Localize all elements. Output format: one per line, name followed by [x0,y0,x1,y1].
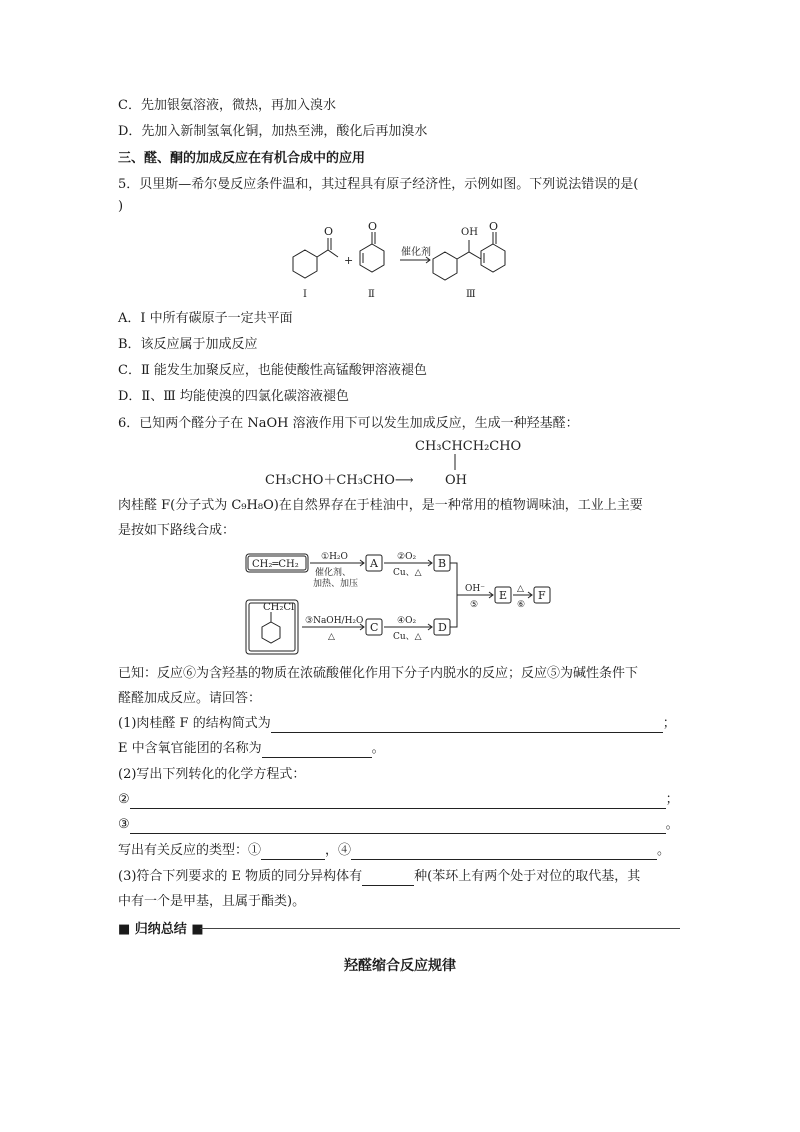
route-r2-top: ②O₂ [397,552,417,562]
option-d-prev: D．先加入新制氢氧化铜，加热至沸，酸化后再加溴水 [118,124,428,139]
route-r5-top: OH⁻ [465,584,485,594]
route-r4-bot: Cu、△ [393,632,422,642]
q6-stem: 6．已知两个醛分子在 NaOH 溶液作用下可以发生加成反应，生成一种羟基醛： [118,416,579,431]
route-e: E [499,589,508,602]
answer-blank-isomers[interactable] [362,871,414,886]
q5-option-d: D．Ⅱ、Ⅲ 均能使溴的四氯化碳溶液褪色 [118,389,349,404]
answer-blank-eq3[interactable] [130,819,666,834]
sub3a-end: 种(苯环上有两个处于对位的取代基，其 [414,869,641,884]
answer-blank-type4[interactable] [351,845,657,860]
route-ethylene: CH₂═CH₂ [252,559,299,570]
route-r6-bot: ⑥ [517,600,526,610]
route-r2-bot: Cu、△ [393,568,422,578]
known-2: 醛醛加成反应。请回答： [118,691,262,706]
sub3a-text: (3)符合下列要求的 E 物质的同分异构体有 [118,869,363,884]
types-text: 写出有关反应的类型：① [118,843,262,858]
q6-intro-2: 是按如下路线合成： [118,523,236,538]
route-r4-top: ④O₂ [397,616,417,626]
sub-question-3b: 中有一个是甲基，且属于酯类)。 [118,894,306,909]
summary-label: ■ 归纳总结 ■ [118,922,204,937]
types-mid: ，④ [325,843,352,858]
route-b: B [438,557,447,570]
q5-stem-end: ) [118,199,124,214]
route-c: C [370,621,379,634]
aldol-equation [265,436,545,490]
q5-option-b: B．该反应属于加成反应 [118,337,258,352]
answer-blank-e-group[interactable] [262,743,372,758]
summary-rule [200,928,680,929]
route-r1-bot1: 催化剂、 [315,568,352,578]
sub1b-end: 。 [371,741,385,756]
option-c-prev: C．先加银氨溶液，微热，再加入溴水 [118,98,336,113]
synthesis-route [245,548,565,658]
route-d: D [438,621,447,634]
r5-catalyst: 催化剂 [401,247,431,258]
q5-option-c: C．Ⅱ 能发生加聚反应，也能使酸性高锰酸钾溶液褪色 [118,363,427,378]
answer-blank-type1[interactable] [261,845,325,860]
r5-o1: O [324,225,334,238]
route-r1-top: ①H₂O [321,552,348,562]
sub1-text: (1)肉桂醛 F 的结构简式为 [118,716,271,731]
summary-title: 羟醛缩合反应规律 [344,958,456,974]
equation-2 [118,791,679,809]
answer-blank-eq2[interactable] [130,794,666,809]
sub1-end: ； [662,716,676,731]
aldol-product: CH₃CHCH₂CHO [415,439,522,454]
aldol-oh: OH [445,473,467,488]
sub1b-text: E 中含氧官能团的名称为 [118,741,262,756]
aldol-reactants: CH₃CHO＋CH₃CHO⟶ [265,473,414,488]
known-1: 已知：反应⑥为含羟基的物质在浓硫酸催化作用下分子内脱水的反应；反应⑤为碱性条件下 [118,666,639,681]
sub-question-3 [118,868,640,886]
equation-3 [118,816,679,834]
summary-bar [118,918,680,938]
q6-intro-1: 肉桂醛 F(分子式为 C₉H₈O)在自然界存在于桂油中，是一种常用的植物调味油，工业上主要 [118,498,643,513]
route-r3-bot: △ [328,632,335,642]
q5-option-a: A．Ⅰ 中所有碳原子一定共平面 [118,311,293,326]
sub-question-2: (2)写出下列转化的化学方程式： [118,767,306,782]
route-r6-top: △ [517,584,524,594]
r5-label-1: Ⅰ [303,289,307,300]
r5-plus: + [344,254,354,267]
route-r5-bot: ⑤ [470,600,479,610]
eq3-end: 。 [665,817,679,832]
route-r1-bot2: 加热、加压 [313,579,359,589]
r5-label-3: Ⅲ [466,289,476,300]
route-a: A [370,557,378,570]
r5-label-2: Ⅱ [368,289,375,300]
reaction5-diagram [280,222,550,304]
sub-question-1 [118,715,676,733]
reaction-types [118,842,670,860]
eq2-end: ； [665,792,679,807]
route-f: F [538,589,546,602]
eq3-label: ③ [118,817,130,832]
answer-blank-f[interactable] [271,718,663,733]
q5-stem: 5．贝里斯—希尔曼反应条件温和，其过程具有原子经济性，示例如图。下列说法错误的是( [118,177,639,192]
sub-question-1b [118,740,385,758]
route-r3-top: ③NaOH/H₂O [305,616,364,626]
r5-oh: OH [461,227,478,238]
r5-o2: O [368,222,378,233]
types-end: 。 [657,843,671,858]
section-heading: 三、醛、酮的加成反应在有机合成中的应用 [118,151,366,166]
route-benzyl: CH₂Cl [263,602,295,613]
r5-o3: O [489,222,499,233]
eq2-label: ② [118,792,130,807]
